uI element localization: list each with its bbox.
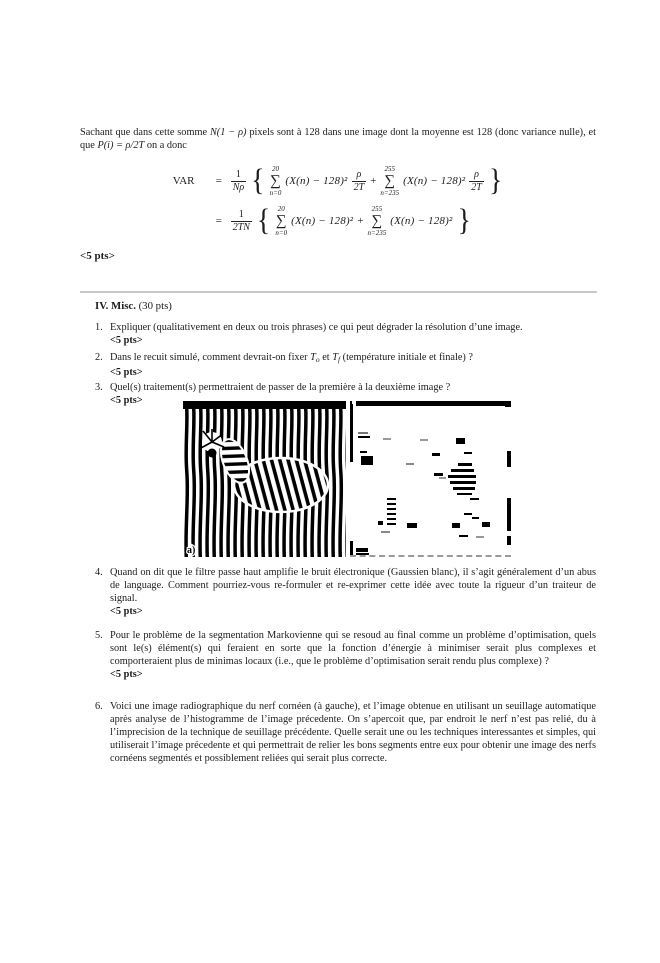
question-item-4	[80, 566, 596, 618]
summation: 20 ∑ n=0	[269, 165, 282, 197]
intro-paragraph	[80, 126, 596, 152]
equation-term: (X(n) − 128)²	[291, 215, 354, 227]
open-brace: {	[256, 203, 271, 238]
equation-lhs: VAR	[172, 175, 195, 187]
section-points: (30 pts)	[135, 300, 172, 312]
plus-sign: +	[370, 175, 377, 187]
zebra-stripes-graphic	[183, 401, 346, 557]
question-number: 5.	[95, 630, 103, 641]
question-text: Quel(s) traitement(s) permettraient de passer de la première à la deuxième image ?	[110, 382, 451, 393]
question-number: 1.	[95, 322, 103, 333]
intro-math-1: N(1 − ρ)	[209, 127, 247, 138]
zebra-image-processed	[350, 401, 511, 557]
close-brace: }	[488, 163, 503, 198]
math-variable: T	[332, 352, 338, 363]
variance-equation	[80, 161, 596, 241]
question-item-5	[80, 629, 596, 681]
fraction: $\frac{\rho}{2T}$	[471, 169, 482, 193]
question-text: Dans le recuit simulé, comment devrait-on fixer $T_o$ et $T_f$ (température initiale et finale) ?	[110, 352, 473, 364]
question-number: 6.	[95, 701, 103, 712]
intro-math-2: P(i) = ρ/2T	[97, 140, 145, 151]
plus-sign: +	[357, 215, 364, 227]
question-item-1	[80, 321, 596, 347]
intro-text: on a donc	[144, 140, 187, 151]
fraction: $\frac{1}{N\rho}$	[232, 169, 245, 193]
section-number: IV. Misc.	[95, 300, 136, 312]
points-label: <5 pts>	[110, 367, 143, 378]
equation-row-2	[173, 201, 472, 241]
math-subscript: o	[315, 355, 320, 364]
question3-figure	[183, 401, 511, 557]
points-label: <5 pts>	[110, 606, 143, 617]
zebra-image-original	[183, 401, 346, 557]
fraction: $\frac{\rho}{2T}$	[353, 169, 365, 193]
question-number: 4.	[95, 567, 103, 578]
question-text: Quand on dit que le filtre passe haut amplifie le bruit électronique (Gaussien blanc), il s’agit généralement d’un abus de language. Comment pourriez-vous re-formuler et re-exprimer cette idée avec toute la rigueur d’un traiteur de signal.	[110, 567, 596, 604]
section-divider	[80, 291, 597, 293]
close-brace: }	[457, 203, 471, 238]
points-label: <5 pts>	[110, 335, 143, 346]
points-label: <5 pts>	[110, 669, 143, 680]
equation-term: (X(n) − 128)²	[285, 175, 348, 187]
intro-text: pixels sont à 128 dans une image dont la moyenne est 128 (donc variance nulle), et que	[80, 127, 596, 151]
figure-label-a: a)	[187, 545, 196, 556]
math-variable: T	[310, 352, 316, 363]
equals-sign: =	[215, 175, 222, 187]
equals-sign: =	[215, 215, 222, 227]
question-number: 2.	[95, 352, 103, 363]
summation: 20 ∑ n=0	[275, 205, 288, 237]
equation-term: (X(n) − 128)²	[390, 215, 453, 227]
question-text: Pour le problème de la segmentation Markovienne qui se resoud au final comme un problème d’optimisation, quels sont le(s) élément(s) qui feraient en sorte que la fonction d’énergie à minimiser serait plus complexes et comporteraient plus de minimas locaux (i.e., que le problème d’optimisation serait rendu plus complexe) ?	[110, 630, 596, 667]
summation: 255 ∑ n=235	[367, 205, 387, 237]
points-label: <5 pts>	[110, 395, 143, 406]
question-text: Voici une image radiographique du nerf cornéen (à gauche), et l’image obtenue en utilisant un seuillage automatique après analyse de l’histogramme de l’image précedente. On s’apercoit que, par endroit le nerf n’est pas relié, du à l’imprecision de la technique de seuillage précédente. Quelle serait une ou les techniques interessantes et simples, qui utiliserait l’image précedente et qui permettrait de relier les bons segments entre eux pour obtenir une image des nerfs cornéens segmentés et possiblement reliées qui serait plus correcte.	[110, 701, 596, 764]
threshold-marks-graphic	[350, 401, 511, 555]
points-label: <5 pts>	[80, 250, 115, 262]
question-item-2	[80, 351, 596, 379]
equation-term: (X(n) − 128)²	[403, 175, 466, 187]
open-brace: {	[251, 163, 265, 198]
question-number: 3.	[95, 382, 103, 393]
section-title	[95, 300, 172, 312]
question-item-6	[80, 700, 596, 765]
question-text: Expliquer (qualitativement en deux ou trois phrases) ce qui peut dégrader la résolution d’une image.	[110, 322, 523, 333]
equation-row-1	[173, 161, 504, 201]
fraction: $\frac{1}{2TN}$	[232, 209, 250, 233]
intro-text: Sachant que dans cette somme	[80, 127, 210, 138]
summation: 255 ∑ n=235	[380, 165, 400, 197]
math-subscript: f	[337, 355, 341, 364]
